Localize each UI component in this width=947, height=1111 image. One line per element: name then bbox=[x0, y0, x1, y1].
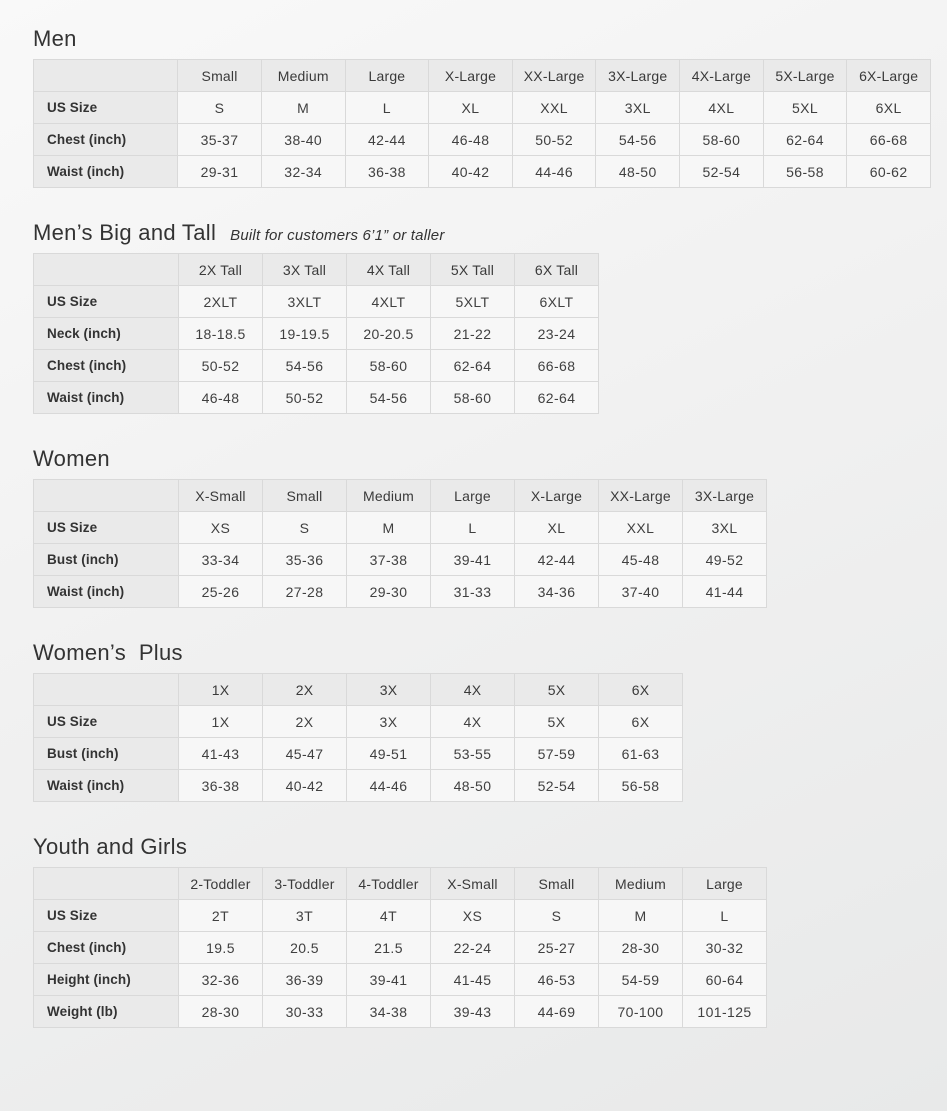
size-cell: M bbox=[261, 92, 345, 124]
size-cell: 52-54 bbox=[515, 770, 599, 802]
table-row bbox=[34, 124, 931, 156]
corner-cell bbox=[34, 60, 178, 92]
size-cell: 34-36 bbox=[515, 576, 599, 608]
size-cell: XL bbox=[515, 512, 599, 544]
row-label: Waist (inch) bbox=[34, 770, 179, 802]
section-title: Women’s Plus bbox=[33, 640, 183, 665]
size-cell: 50-52 bbox=[179, 350, 263, 382]
row-label: Waist (inch) bbox=[34, 382, 179, 414]
size-cell: 49-52 bbox=[683, 544, 767, 576]
size-cell: 41-45 bbox=[431, 964, 515, 996]
size-cell: 44-46 bbox=[347, 770, 431, 802]
row-label: Bust (inch) bbox=[34, 738, 179, 770]
size-cell: 60-64 bbox=[683, 964, 767, 996]
section-title: Men bbox=[33, 26, 77, 51]
size-cell: 33-34 bbox=[179, 544, 263, 576]
table-row bbox=[34, 544, 767, 576]
column-header: 4X Tall bbox=[347, 254, 431, 286]
table-row bbox=[34, 576, 767, 608]
size-cell: 31-33 bbox=[431, 576, 515, 608]
column-header: 5X Tall bbox=[431, 254, 515, 286]
size-cell: 46-48 bbox=[179, 382, 263, 414]
size-cell: 45-48 bbox=[599, 544, 683, 576]
size-cell: 39-41 bbox=[347, 964, 431, 996]
size-cell: L bbox=[345, 92, 429, 124]
header-row bbox=[34, 480, 767, 512]
header-row bbox=[34, 60, 931, 92]
size-cell: 48-50 bbox=[596, 156, 680, 188]
column-header: XX-Large bbox=[512, 60, 596, 92]
size-cell: 62-64 bbox=[431, 350, 515, 382]
size-cell: XS bbox=[179, 512, 263, 544]
column-header: Medium bbox=[347, 480, 431, 512]
size-cell: 38-40 bbox=[261, 124, 345, 156]
header-row bbox=[34, 254, 599, 286]
size-cell: 2T bbox=[179, 900, 263, 932]
row-label: US Size bbox=[34, 92, 178, 124]
size-cell: 101-125 bbox=[683, 996, 767, 1028]
size-cell: 28-30 bbox=[179, 996, 263, 1028]
size-cell: 56-58 bbox=[599, 770, 683, 802]
size-cell: 58-60 bbox=[431, 382, 515, 414]
row-label: Waist (inch) bbox=[34, 576, 179, 608]
size-cell: 29-30 bbox=[347, 576, 431, 608]
size-cell: 25-26 bbox=[179, 576, 263, 608]
size-cell: 22-24 bbox=[431, 932, 515, 964]
size-cell: 35-37 bbox=[178, 124, 262, 156]
column-header: 1X bbox=[179, 674, 263, 706]
section-header bbox=[33, 26, 931, 52]
column-header: 2X bbox=[263, 674, 347, 706]
column-header: X-Large bbox=[515, 480, 599, 512]
size-cell: 46-53 bbox=[515, 964, 599, 996]
size-cell: 54-56 bbox=[596, 124, 680, 156]
size-cell: 46-48 bbox=[429, 124, 513, 156]
size-table-women bbox=[33, 479, 767, 608]
column-header: 3X Tall bbox=[263, 254, 347, 286]
size-cell: S bbox=[178, 92, 262, 124]
column-header: 3X-Large bbox=[683, 480, 767, 512]
column-header: X-Small bbox=[179, 480, 263, 512]
size-cell: 70-100 bbox=[599, 996, 683, 1028]
size-cell: M bbox=[599, 900, 683, 932]
size-cell: 32-36 bbox=[179, 964, 263, 996]
size-cell: 61-63 bbox=[599, 738, 683, 770]
table-row bbox=[34, 512, 767, 544]
size-table-men bbox=[33, 59, 931, 188]
size-cell: 44-46 bbox=[512, 156, 596, 188]
column-header: X-Large bbox=[429, 60, 513, 92]
corner-cell bbox=[34, 254, 179, 286]
size-cell: 20-20.5 bbox=[347, 318, 431, 350]
size-cell: 42-44 bbox=[515, 544, 599, 576]
size-cell: 5X bbox=[515, 706, 599, 738]
corner-cell bbox=[34, 674, 179, 706]
column-header: Small bbox=[263, 480, 347, 512]
size-cell: 32-34 bbox=[261, 156, 345, 188]
size-cell: 40-42 bbox=[429, 156, 513, 188]
row-label: US Size bbox=[34, 706, 179, 738]
row-label: US Size bbox=[34, 286, 179, 318]
size-cell: 54-56 bbox=[263, 350, 347, 382]
size-cell: 40-42 bbox=[263, 770, 347, 802]
table-row bbox=[34, 286, 599, 318]
size-cell: 2X bbox=[263, 706, 347, 738]
size-cell: L bbox=[683, 900, 767, 932]
corner-cell bbox=[34, 868, 179, 900]
size-cell: 3XLT bbox=[263, 286, 347, 318]
column-header: Medium bbox=[261, 60, 345, 92]
size-cell: 42-44 bbox=[345, 124, 429, 156]
size-cell: 23-24 bbox=[515, 318, 599, 350]
column-header: Medium bbox=[599, 868, 683, 900]
size-cell: 48-50 bbox=[431, 770, 515, 802]
section-title: Women bbox=[33, 446, 110, 471]
size-cell: S bbox=[515, 900, 599, 932]
size-cell: 58-60 bbox=[680, 124, 764, 156]
header-row bbox=[34, 868, 767, 900]
size-table-mens-big-and-tall bbox=[33, 253, 599, 414]
size-cell: 4T bbox=[347, 900, 431, 932]
size-cell: M bbox=[347, 512, 431, 544]
row-label: Weight (lb) bbox=[34, 996, 179, 1028]
size-cell: 53-55 bbox=[431, 738, 515, 770]
size-cell: 45-47 bbox=[263, 738, 347, 770]
column-header: 5X bbox=[515, 674, 599, 706]
size-cell: 3T bbox=[263, 900, 347, 932]
size-cell: 4XLT bbox=[347, 286, 431, 318]
size-cell: XXL bbox=[512, 92, 596, 124]
column-header: 4X-Large bbox=[680, 60, 764, 92]
size-cell: 5XL bbox=[763, 92, 847, 124]
section-header bbox=[33, 220, 931, 246]
size-cell: 57-59 bbox=[515, 738, 599, 770]
size-cell: 36-39 bbox=[263, 964, 347, 996]
column-header: 5X-Large bbox=[763, 60, 847, 92]
section-title: Youth and Girls bbox=[33, 834, 188, 859]
size-cell: 1X bbox=[179, 706, 263, 738]
table-row bbox=[34, 706, 683, 738]
row-label: Neck (inch) bbox=[34, 318, 179, 350]
size-cell: 27-28 bbox=[263, 576, 347, 608]
size-cell: 6X bbox=[599, 706, 683, 738]
table-row bbox=[34, 900, 767, 932]
column-header: 3-Toddler bbox=[263, 868, 347, 900]
size-cell: XXL bbox=[599, 512, 683, 544]
column-header: 6X-Large bbox=[847, 60, 931, 92]
size-cell: 19-19.5 bbox=[263, 318, 347, 350]
column-header: 2X Tall bbox=[179, 254, 263, 286]
size-cell: 35-36 bbox=[263, 544, 347, 576]
size-cell: 37-40 bbox=[599, 576, 683, 608]
row-label: Height (inch) bbox=[34, 964, 179, 996]
size-cell: 2XLT bbox=[179, 286, 263, 318]
size-cell: 37-38 bbox=[347, 544, 431, 576]
table-row bbox=[34, 92, 931, 124]
table-row bbox=[34, 318, 599, 350]
size-cell: S bbox=[263, 512, 347, 544]
section-women bbox=[33, 446, 931, 608]
table-row bbox=[34, 156, 931, 188]
size-cell: 21.5 bbox=[347, 932, 431, 964]
section-header bbox=[33, 446, 931, 472]
row-label: US Size bbox=[34, 900, 179, 932]
size-cell: 29-31 bbox=[178, 156, 262, 188]
column-header: 6X Tall bbox=[515, 254, 599, 286]
column-header: XX-Large bbox=[599, 480, 683, 512]
size-cell: 3X bbox=[347, 706, 431, 738]
section-header bbox=[33, 640, 931, 666]
size-cell: 19.5 bbox=[179, 932, 263, 964]
size-cell: XL bbox=[429, 92, 513, 124]
size-cell: 62-64 bbox=[515, 382, 599, 414]
size-cell: 54-59 bbox=[599, 964, 683, 996]
column-header: X-Small bbox=[431, 868, 515, 900]
row-label: Chest (inch) bbox=[34, 350, 179, 382]
column-header: 4-Toddler bbox=[347, 868, 431, 900]
size-table-youth-and-girls bbox=[33, 867, 767, 1028]
size-cell: 36-38 bbox=[179, 770, 263, 802]
size-cell: 41-44 bbox=[683, 576, 767, 608]
section-subtitle: Built for customers 6’1” or taller bbox=[230, 227, 445, 244]
size-chart-page bbox=[33, 26, 931, 1028]
header-row bbox=[34, 674, 683, 706]
column-header: Small bbox=[515, 868, 599, 900]
column-header: Large bbox=[683, 868, 767, 900]
size-cell: 20.5 bbox=[263, 932, 347, 964]
section-womens-plus bbox=[33, 640, 931, 802]
size-cell: 18-18.5 bbox=[179, 318, 263, 350]
size-cell: 52-54 bbox=[680, 156, 764, 188]
section-title: Men’s Big and Tall bbox=[33, 220, 217, 245]
size-cell: 34-38 bbox=[347, 996, 431, 1028]
column-header: 3X-Large bbox=[596, 60, 680, 92]
size-table-womens-plus bbox=[33, 673, 683, 802]
size-cell: L bbox=[431, 512, 515, 544]
size-cell: 21-22 bbox=[431, 318, 515, 350]
row-label: US Size bbox=[34, 512, 179, 544]
size-cell: 39-41 bbox=[431, 544, 515, 576]
size-cell: 56-58 bbox=[763, 156, 847, 188]
size-cell: 28-30 bbox=[599, 932, 683, 964]
row-label: Bust (inch) bbox=[34, 544, 179, 576]
table-row bbox=[34, 932, 767, 964]
column-header: 4X bbox=[431, 674, 515, 706]
size-cell: 6XL bbox=[847, 92, 931, 124]
size-cell: 30-32 bbox=[683, 932, 767, 964]
size-cell: 3XL bbox=[596, 92, 680, 124]
row-label: Waist (inch) bbox=[34, 156, 178, 188]
table-row bbox=[34, 996, 767, 1028]
size-cell: 41-43 bbox=[179, 738, 263, 770]
section-youth-and-girls bbox=[33, 834, 931, 1028]
size-cell: 6XLT bbox=[515, 286, 599, 318]
column-header: Large bbox=[431, 480, 515, 512]
section-mens-big-and-tall bbox=[33, 220, 931, 414]
size-cell: 62-64 bbox=[763, 124, 847, 156]
column-header: 3X bbox=[347, 674, 431, 706]
size-cell: 36-38 bbox=[345, 156, 429, 188]
column-header: Large bbox=[345, 60, 429, 92]
corner-cell bbox=[34, 480, 179, 512]
size-cell: 54-56 bbox=[347, 382, 431, 414]
row-label: Chest (inch) bbox=[34, 932, 179, 964]
table-row bbox=[34, 770, 683, 802]
section-men bbox=[33, 26, 931, 188]
table-row bbox=[34, 350, 599, 382]
table-row bbox=[34, 738, 683, 770]
size-cell: 58-60 bbox=[347, 350, 431, 382]
table-row bbox=[34, 964, 767, 996]
size-cell: 50-52 bbox=[263, 382, 347, 414]
column-header: Small bbox=[178, 60, 262, 92]
size-cell: XS bbox=[431, 900, 515, 932]
size-cell: 66-68 bbox=[847, 124, 931, 156]
size-cell: 3XL bbox=[683, 512, 767, 544]
size-cell: 39-43 bbox=[431, 996, 515, 1028]
size-cell: 25-27 bbox=[515, 932, 599, 964]
size-cell: 5XLT bbox=[431, 286, 515, 318]
column-header: 2-Toddler bbox=[179, 868, 263, 900]
size-cell: 49-51 bbox=[347, 738, 431, 770]
size-cell: 30-33 bbox=[263, 996, 347, 1028]
size-cell: 60-62 bbox=[847, 156, 931, 188]
size-cell: 4XL bbox=[680, 92, 764, 124]
size-cell: 44-69 bbox=[515, 996, 599, 1028]
column-header: 6X bbox=[599, 674, 683, 706]
size-cell: 4X bbox=[431, 706, 515, 738]
row-label: Chest (inch) bbox=[34, 124, 178, 156]
table-row bbox=[34, 382, 599, 414]
size-cell: 50-52 bbox=[512, 124, 596, 156]
size-cell: 66-68 bbox=[515, 350, 599, 382]
section-header bbox=[33, 834, 931, 860]
